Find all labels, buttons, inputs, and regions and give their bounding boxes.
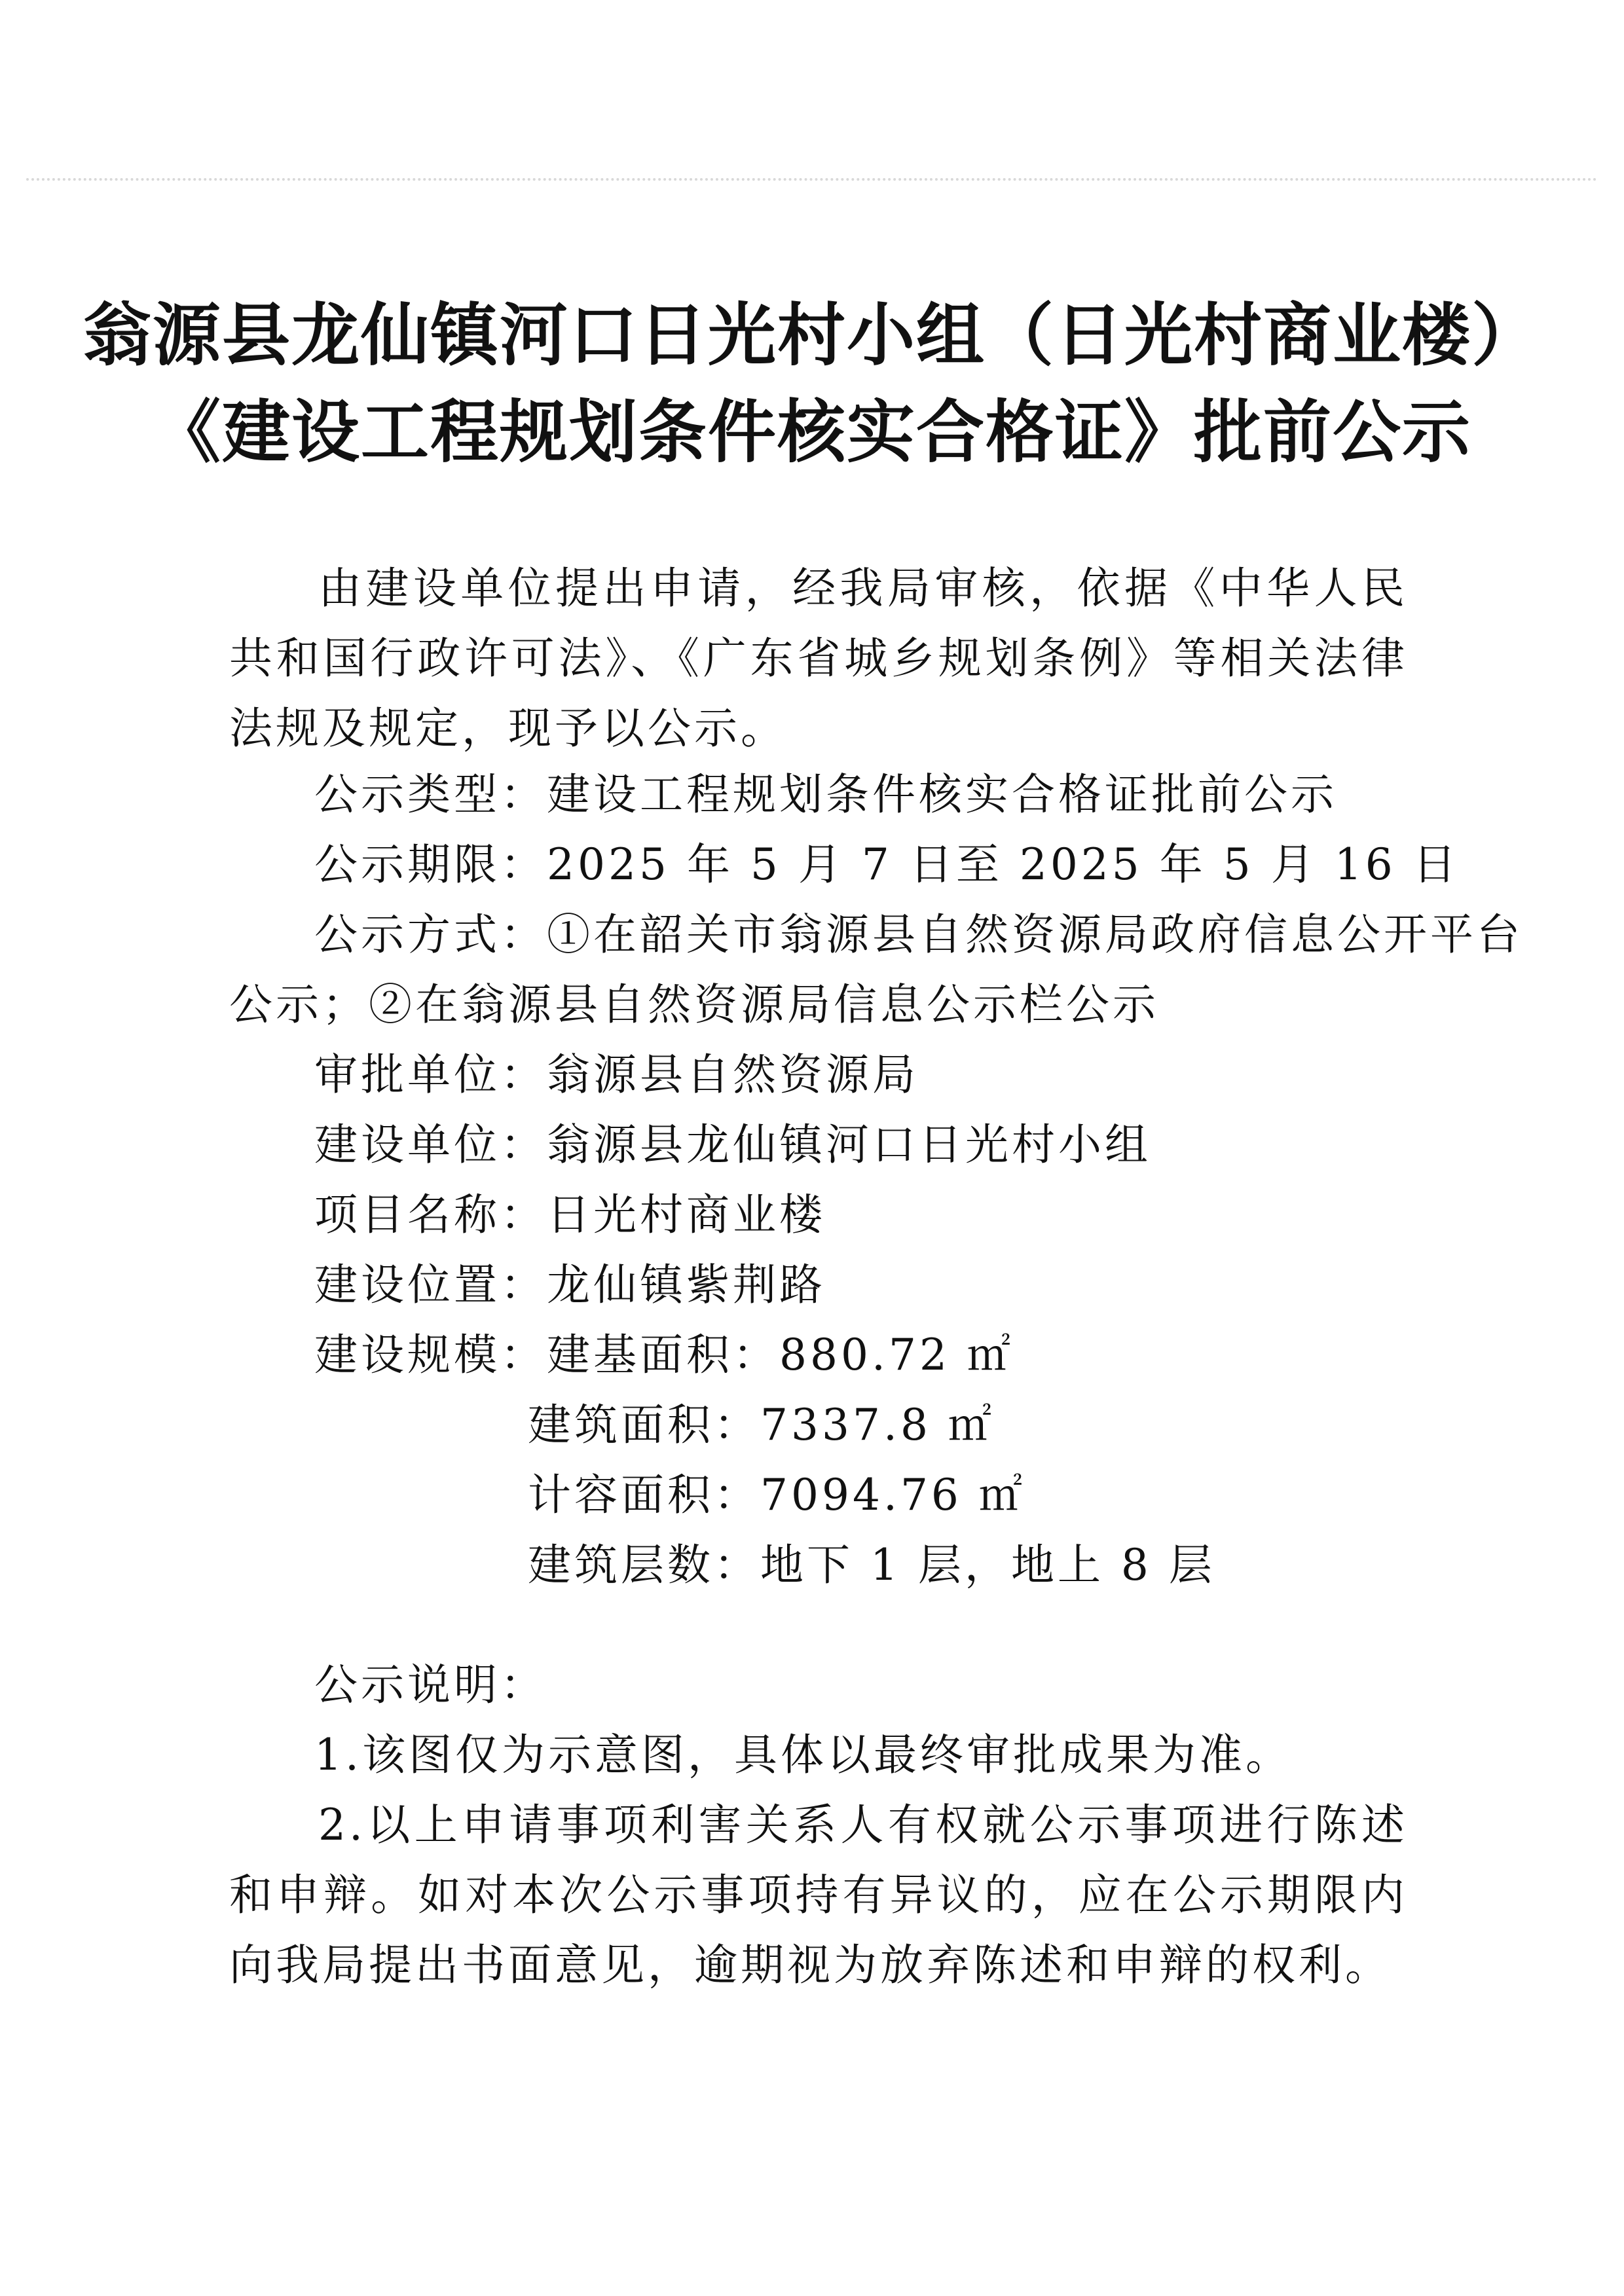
field-approver bbox=[314, 1040, 919, 1110]
intro-paragraph: 由建设单位提出申请，经我局审核，依据《中华人民共和国行政许可法》、《广东省城乡规划条例》等相关法律法规及规定，现予以公示。 bbox=[229, 563, 1408, 754]
field-method-label: 公示方式： bbox=[314, 909, 547, 960]
field-method-value-1: ①在韶关市翁源县自然资源局政府信息公开平台 bbox=[547, 909, 1523, 960]
field-method bbox=[314, 900, 1523, 970]
scale-item: 计容面积：7094.76 ㎡ bbox=[528, 1470, 1025, 1520]
scale-item: 建基面积：880.72 ㎡ bbox=[547, 1330, 1014, 1380]
title-line-2: 《建设工程规划条件核实合格证》批前公示 bbox=[152, 392, 1471, 472]
field-project-value: 日光村商业楼 bbox=[547, 1190, 826, 1240]
field-scale-label: 建设规模： bbox=[314, 1330, 547, 1380]
field-scale bbox=[314, 1320, 1014, 1390]
scale-item: 建筑层数：地下 1 层，地上 8 层 bbox=[528, 1540, 1215, 1590]
scan-edge-artifact bbox=[26, 178, 1598, 181]
field-builder-value: 翁源县龙仙镇河口日光村小组 bbox=[547, 1120, 1151, 1170]
field-type-value: 建设工程规划条件核实合格证批前公示 bbox=[547, 769, 1337, 820]
field-builder-label: 建设单位： bbox=[314, 1120, 547, 1170]
note-item-1: 1.该图仅为示意图，具体以最终审批成果为准。 bbox=[314, 1730, 1292, 1780]
field-period-label: 公示期限： bbox=[314, 839, 547, 890]
notes-heading: 公示说明： bbox=[314, 1660, 547, 1710]
field-type bbox=[314, 759, 1337, 829]
field-project-label: 项目名称： bbox=[314, 1190, 547, 1240]
field-period bbox=[314, 829, 1460, 900]
field-period-value: 2025 年 5 月 7 日至 2025 年 5 月 16 日 bbox=[547, 839, 1460, 890]
field-method-value-2: 公示；②在翁源县自然资源局信息公示栏公示 bbox=[229, 979, 1159, 1030]
field-approver-value: 翁源县自然资源局 bbox=[547, 1049, 919, 1100]
title-line-1: 翁源县龙仙镇河口日光村小组（日光村商业楼） bbox=[83, 295, 1541, 375]
note-item-2: 2.以上申请事项利害关系人有权就公示事项进行陈述和申辩。如对本次公示事项持有异议的，应在公示期限内向我局提出书面意见，逾期视为放弃陈述和申辩的权利。 bbox=[229, 1800, 1408, 1990]
field-location-value: 龙仙镇紫荆路 bbox=[547, 1260, 826, 1310]
field-builder bbox=[314, 1110, 1151, 1180]
field-approver-label: 审批单位： bbox=[314, 1049, 547, 1100]
field-location-label: 建设位置： bbox=[314, 1260, 547, 1310]
field-type-label: 公示类型： bbox=[314, 769, 547, 820]
scale-item: 建筑面积：7337.8 ㎡ bbox=[528, 1400, 995, 1450]
field-project bbox=[314, 1180, 826, 1250]
field-location bbox=[314, 1250, 826, 1320]
